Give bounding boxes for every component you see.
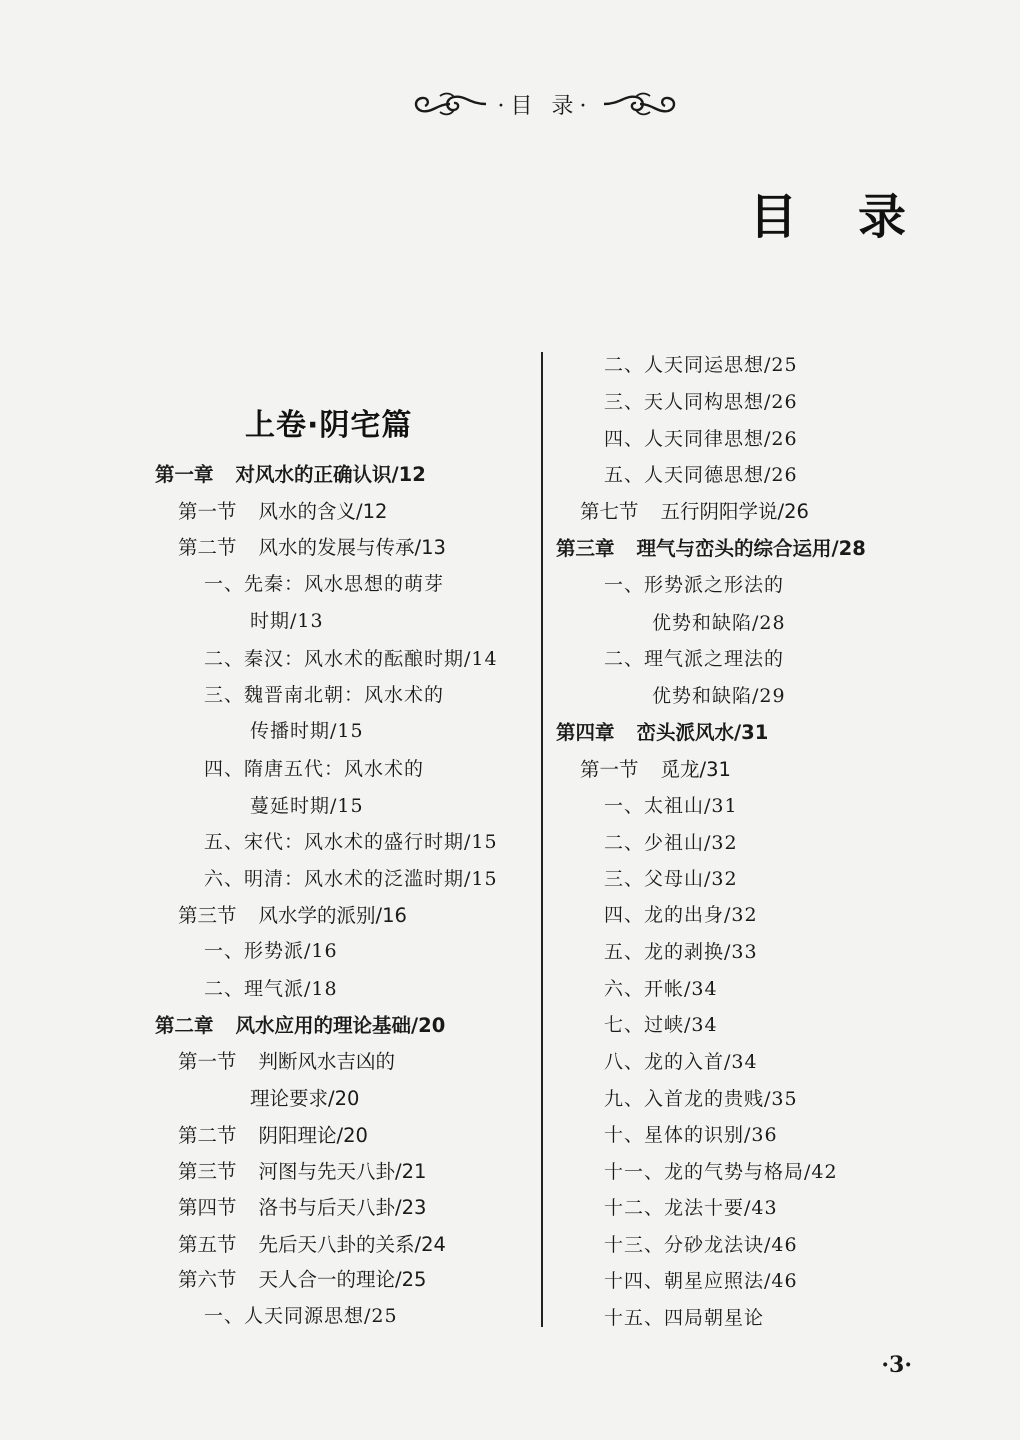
toc-label: 第一章: [155, 463, 214, 486]
right-flourish-icon: [602, 89, 680, 119]
toc-entry: 一、形势派/16: [204, 940, 338, 962]
toc-entry: [155, 1016, 445, 1036]
toc-entry: [556, 539, 866, 559]
toc-text: 先后天八卦的关系/24: [258, 1233, 446, 1256]
toc-text: 对风水的正确认识/12: [235, 463, 426, 486]
toc-entry: [155, 465, 426, 485]
toc-entry: 四、龙的出身/32: [604, 904, 758, 926]
toc-text: 河图与先天八卦/21: [258, 1160, 427, 1183]
running-head: [380, 82, 710, 126]
toc-entry: [580, 760, 731, 780]
toc-label: 第一节: [580, 758, 639, 781]
toc-label: 第三章: [556, 537, 615, 560]
toc-entry: 九、入首龙的贵贱/35: [604, 1088, 798, 1110]
left-flourish-icon: [410, 89, 488, 119]
toc-entry: [580, 502, 809, 522]
toc-text: 理气与峦头的综合运用/28: [636, 537, 866, 560]
toc-text: 洛书与后天八卦/23: [258, 1196, 427, 1219]
toc-entry: [178, 906, 407, 926]
part-title: 上卷·阴宅篇: [245, 408, 413, 443]
toc-label: 第三节: [178, 904, 237, 927]
toc-entry: 十二、龙法十要/43: [604, 1197, 778, 1219]
toc-entry: 二、理气派之理法的: [604, 648, 785, 670]
toc-label: 第四章: [556, 721, 615, 744]
toc-entry: [178, 1052, 395, 1072]
toc-entry: 时期/13: [250, 610, 324, 632]
toc-text: 判断风水吉凶的: [258, 1050, 396, 1073]
toc-entry: 五、人天同德思想/26: [604, 464, 798, 486]
toc-entry: [178, 1162, 426, 1182]
toc-label: 第五节: [178, 1233, 237, 1256]
toc-entry: 二、人天同运思想/25: [604, 354, 798, 376]
toc-entry: 十一、龙的气势与格局/42: [604, 1161, 838, 1183]
toc-text: 风水学的派别/16: [258, 904, 407, 927]
toc-label: 第三节: [178, 1160, 237, 1183]
toc-entry: 二、少祖山/32: [604, 832, 738, 854]
toc-text: 五行阴阳学说/26: [660, 500, 809, 523]
toc-entry: 八、龙的入首/34: [604, 1051, 758, 1073]
toc-entry: 理论要求/20: [250, 1087, 360, 1110]
toc-text: 天人合一的理论/25: [258, 1268, 427, 1291]
toc-entry: [178, 538, 446, 558]
toc-entry: 优势和缺陷/28: [652, 612, 786, 634]
running-head-text: ·目 录·: [497, 93, 593, 119]
toc-label: 第二节: [178, 1124, 237, 1147]
toc-text: 风水的发展与传承/13: [258, 536, 446, 559]
page-number: ·3·: [881, 1352, 912, 1378]
toc-label: 第二节: [178, 536, 237, 559]
toc-label: 第二章: [155, 1014, 214, 1037]
toc-entry: [178, 1270, 426, 1290]
toc-entry: 传播时期/15: [250, 720, 364, 742]
toc-text: 阴阳理论/20: [258, 1124, 368, 1147]
toc-entry: [556, 723, 768, 743]
toc-entry: 七、过峡/34: [604, 1014, 718, 1036]
toc-entry: 五、龙的剥换/33: [604, 941, 758, 963]
toc-entry: 三、父母山/32: [604, 868, 738, 890]
toc-entry: 十三、分砂龙法诀/46: [604, 1234, 798, 1256]
toc-entry: 三、魏晋南北朝：风水术的: [204, 684, 445, 706]
toc-entry: 六、明清：风水术的泛滥时期/15: [204, 868, 498, 890]
toc-entry: 二、理气派/18: [204, 978, 338, 1000]
toc-entry: 一、太祖山/31: [604, 795, 738, 817]
page-title: 目 录: [749, 189, 928, 245]
toc-text: 觅龙/31: [660, 758, 731, 781]
toc-entry: [178, 502, 387, 522]
toc-label: 第四节: [178, 1196, 237, 1219]
toc-entry: 十四、朝星应照法/46: [604, 1270, 798, 1292]
toc-entry: 十、星体的识别/36: [604, 1124, 778, 1146]
toc-entry: 六、开帐/34: [604, 978, 718, 1000]
toc-entry: 五、宋代：风水术的盛行时期/15: [204, 831, 498, 853]
toc-entry: 一、形势派之形法的: [604, 574, 785, 596]
column-divider: [541, 352, 543, 1327]
toc-entry: [178, 1198, 426, 1218]
toc-label: 第七节: [580, 500, 639, 523]
toc-text: 风水应用的理论基础/20: [235, 1014, 446, 1037]
toc-entry: 四、人天同律思想/26: [604, 428, 798, 450]
toc-label: 第一节: [178, 500, 237, 523]
toc-text: 风水的含义/12: [258, 500, 388, 523]
toc-label: 第六节: [178, 1268, 237, 1291]
toc-entry: 二、秦汉：风水术的酝酿时期/14: [204, 648, 498, 670]
toc-entry: [178, 1235, 446, 1255]
toc-text: 峦头派风水/31: [636, 721, 769, 744]
toc-entry: [178, 1126, 368, 1146]
toc-entry: 三、天人同构思想/26: [604, 391, 798, 413]
toc-entry: 十五、四局朝星论: [604, 1307, 765, 1329]
toc-label: 第一节: [178, 1050, 237, 1073]
toc-entry: 四、隋唐五代：风水术的: [204, 758, 425, 780]
toc-entry: 一、先秦：风水思想的萌芽: [204, 573, 445, 595]
toc-entry: 优势和缺陷/29: [652, 685, 786, 707]
toc-entry: 蔓延时期/15: [250, 795, 364, 817]
toc-entry: 一、人天同源思想/25: [204, 1305, 398, 1327]
